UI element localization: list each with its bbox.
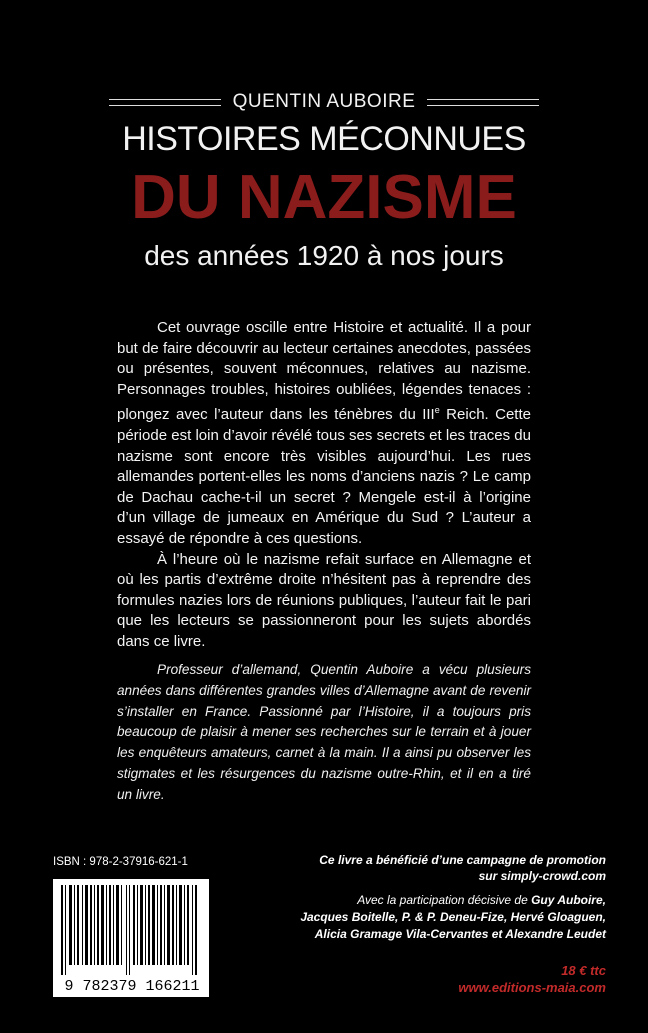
price: 18 € ttc <box>561 963 606 978</box>
participation-line-3 <box>276 926 606 943</box>
participation-credits <box>276 892 606 943</box>
barcode-digits: 9 782379 166211 <box>64 978 200 995</box>
author-bio <box>117 660 531 806</box>
title-line-1: HISTOIRES MÉCONNUES <box>122 120 526 158</box>
participation-line-2 <box>276 909 606 926</box>
participation-prefix: Avec la participation décisive de <box>357 893 532 907</box>
participation-names-2: Jacques Boitelle, P. & P. Deneu-Fize, Hervé Gloaguen, <box>300 910 606 924</box>
isbn: ISBN : 978-2-37916-621-1 <box>53 856 188 868</box>
author-name: QUENTIN AUBOIRE <box>232 91 416 112</box>
synopsis-p1-part-b: Reich. Cette période est loin d’avoir révélé tous ses secrets et les traces du nazisme sont encore très visibles aujourd’hui. Les rues allemandes portent-elles les noms d’anciens nazis ? Le camp de Dachau cache-t-il un secret ? Mengele est-il à l’origine d’un village de jumeaux en Amérique du Sud ? L’auteur a essayé de répondre à ces questions. <box>117 406 531 547</box>
promo-line-2: sur simply-crowd.com <box>478 869 606 883</box>
promo-notice <box>286 852 606 884</box>
promo-line-1: Ce livre a bénéficié d’une campagne de promotion <box>319 853 606 867</box>
publisher-website: www.editions-maia.com <box>458 980 606 995</box>
synopsis-paragraph-2: À l’heure où le nazisme refait surface en Allemagne et où les partis d’extrême droite n’hésitent pas à reprendre des formules nazies lors de réunions publiques, l’auteur fait le pari que les lecteurs se passionneront pour les sujets abordés dans ce livre. <box>117 550 531 650</box>
subtitle: des années 1920 à nos jours <box>144 240 504 271</box>
superscript-e: e <box>434 405 440 416</box>
barcode-bars <box>53 879 209 979</box>
author-bio-text: Professeur d’allemand, Quentin Auboire a vécu plusieurs années dans différentes grandes villes d’Allemagne avant de revenir s’installer en France. Passionné par l’Histoire, il a toujours pris beaucoup de plaisir à mener ses recherches sur le terrain et à jouer les enquêteurs amateurs, carnet à la main. Il a ainsi pu observer les stigmates et les résurgences du nazisme outre-Rhin, et il en a tiré un livre. <box>117 662 531 802</box>
synopsis <box>117 318 531 653</box>
title-line-2: DU NAZISME <box>131 163 517 232</box>
participation-names-3: Alicia Gramage Vila-Cervantes et Alexandre Leudet <box>314 927 606 941</box>
left-rule <box>109 99 221 106</box>
right-rule <box>427 99 539 106</box>
participation-names-1: Guy Auboire, <box>531 893 606 907</box>
participation-line-1 <box>276 892 606 909</box>
synopsis-paragraph-1 <box>117 318 531 550</box>
author-row <box>0 90 648 114</box>
barcode <box>53 879 209 997</box>
synopsis-p1-part-a: Cet ouvrage oscille entre Histoire et actualité. Il a pour but de faire découvrir au lecteur certaines anecdotes, passées ou présentes, souvent méconnues, relatives au nazisme. Personnages troubles, histoires oubliées, légendes tenaces : plongez avec l’auteur dans les ténèbres du III <box>117 319 531 424</box>
